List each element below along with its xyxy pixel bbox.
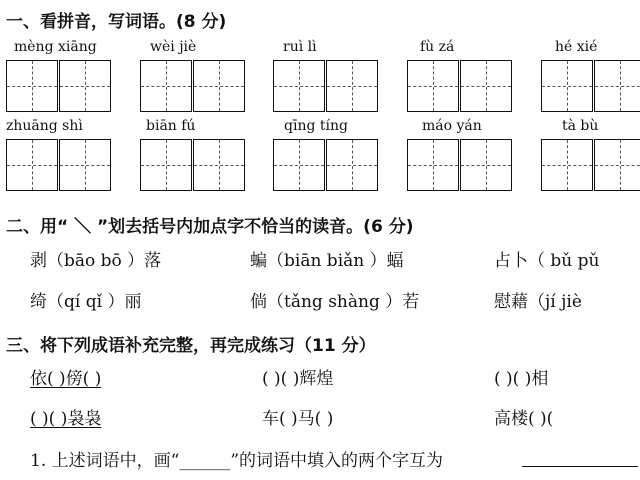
pinyin-9: máo yán [422, 118, 482, 134]
pronunciation-item-6[interactable]: 慰藉（jí jiè [494, 292, 582, 312]
pinyin-6: zhuāng shì [6, 118, 83, 134]
pronunciation-item-3[interactable]: 占卜（ bǔ pǔ [494, 251, 600, 271]
pinyin-5: hé xié [555, 39, 598, 55]
pronunciation-item-4[interactable]: 绮（qí qǐ ）丽 [30, 292, 142, 312]
idiom-item-2[interactable]: ( )( )辉煌 [262, 369, 334, 389]
idiom-item-1[interactable]: 依( )傍( ) [30, 369, 102, 389]
pinyin-10: tà bù [562, 118, 599, 134]
idiom-item-6[interactable]: 高楼( )( [494, 409, 554, 429]
writing-grid-10[interactable] [541, 139, 640, 191]
section3-heading: 三、将下列成语补充完整，再完成练习（11 分） [6, 336, 376, 356]
writing-grid-6[interactable] [6, 139, 112, 191]
writing-grid-3[interactable] [273, 60, 379, 112]
idiom-item-5[interactable]: 车( )马( ) [262, 409, 334, 429]
pinyin-3: ruì lì [283, 39, 317, 55]
section1-heading: 一、看拼音，写词语。(8 分) [6, 12, 227, 32]
answer-line[interactable] [522, 466, 638, 467]
writing-grid-7[interactable] [140, 139, 246, 191]
pinyin-1: mèng xiāng [14, 39, 97, 55]
question-1: 1. 上述词语中，画“______”的词语中填入的两个字互为 [30, 451, 444, 471]
section2-heading: 二、用“ ＼ ”划去括号内加点字不恰当的读音。(6 分) [6, 217, 414, 237]
pinyin-7: biān fú [146, 118, 196, 134]
writing-grid-5[interactable] [541, 60, 640, 112]
writing-grid-1[interactable] [6, 60, 112, 112]
idiom-item-3[interactable]: ( )( )相 [494, 369, 549, 389]
writing-grid-8[interactable] [273, 139, 379, 191]
writing-grid-2[interactable] [140, 60, 246, 112]
pronunciation-item-5[interactable]: 倘（tǎng shàng ）若 [250, 292, 420, 312]
writing-grid-4[interactable] [407, 60, 513, 112]
idiom-item-4[interactable]: ( )( )袅袅 [30, 409, 102, 429]
pinyin-8: qīng tíng [284, 118, 348, 134]
pronunciation-item-2[interactable]: 蝙（biān biǎn ）蝠 [250, 251, 404, 271]
pronunciation-item-1[interactable]: 剥（bāo bō ）落 [30, 251, 162, 271]
pinyin-4: fù zá [420, 39, 455, 55]
pinyin-2: wèi jiè [150, 39, 197, 55]
writing-grid-9[interactable] [407, 139, 513, 191]
